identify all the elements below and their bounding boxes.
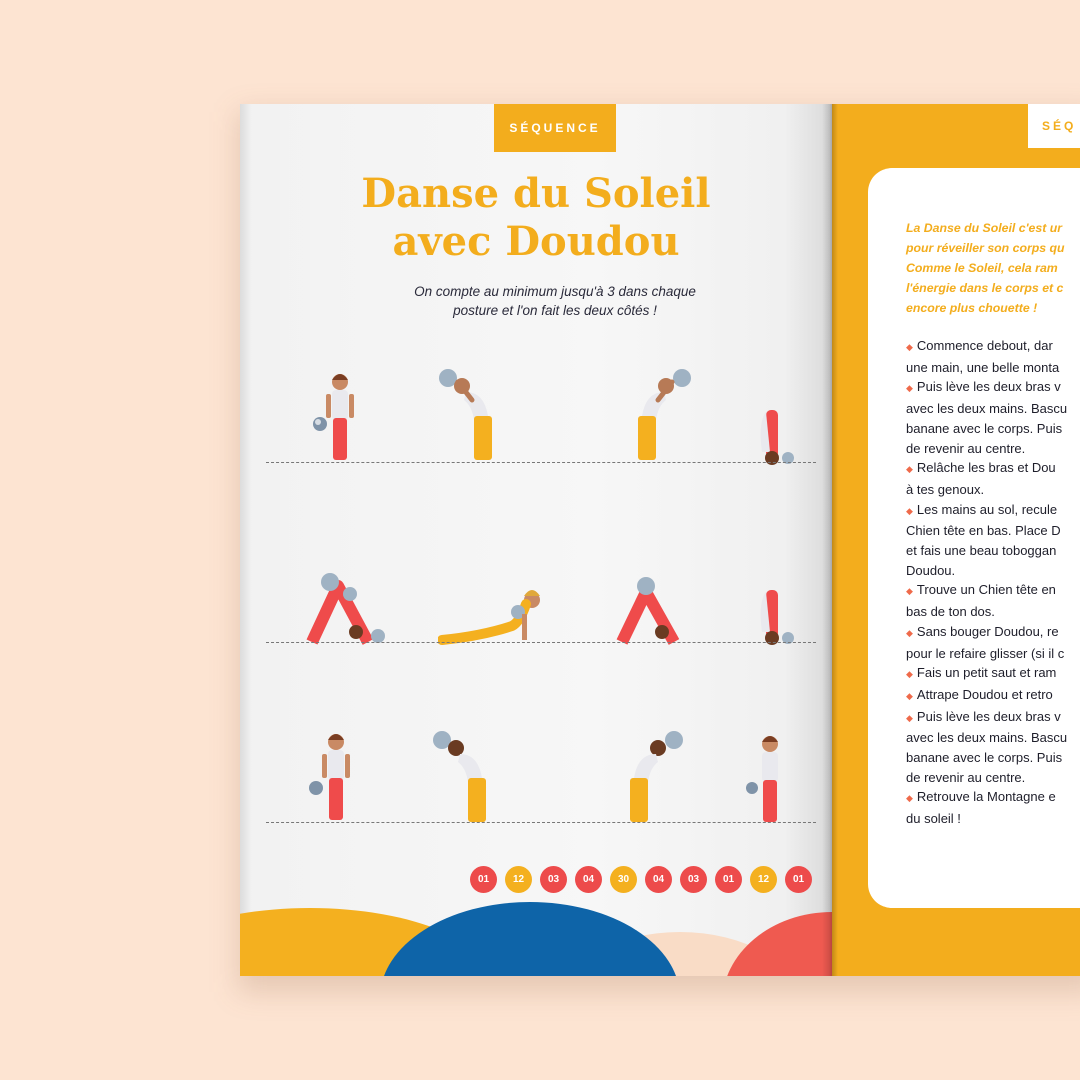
pose-side-bend-figure-3: [430, 724, 500, 828]
step-line: [906, 458, 1080, 480]
step-text: Puis lève les deux bras v: [916, 708, 1061, 724]
step-text: bas de ton dos.: [906, 604, 995, 620]
step-line: [906, 622, 1080, 644]
pose-mountain-figure-4: [740, 730, 800, 830]
diamond-bullet-icon: ◆: [906, 464, 913, 475]
step-line: [906, 602, 1080, 622]
diamond-bullet-icon: ◆: [906, 712, 913, 723]
floor-line-row-3: [266, 822, 816, 823]
step-text: de revenir au centre.: [906, 440, 1026, 456]
step-text: Doudou.: [906, 562, 956, 578]
step-text: et fais une beau toboggan: [906, 543, 1057, 559]
step-line: [906, 787, 1080, 809]
step-text: Chien tête en bas. Place D: [906, 523, 1061, 539]
counter-badge: 12: [505, 866, 532, 893]
step-text: banane avec le corps. Puis: [906, 750, 1063, 766]
step-line: [906, 809, 1080, 829]
decorative-hills: [240, 894, 832, 976]
subtitle-line-1: On compte au minimum jusqu'à 3 dans chaque: [414, 284, 696, 299]
step-text: du soleil !: [906, 811, 961, 827]
step-line: [906, 663, 1080, 685]
step-text: Fais un petit saut et ram: [916, 665, 1057, 681]
intro-line: encore plus chouette !: [906, 301, 1038, 315]
counter-badge: 01: [715, 866, 742, 893]
step-line: [906, 377, 1080, 399]
step-line: [906, 561, 1080, 581]
diamond-bullet-icon: ◆: [906, 586, 913, 597]
intro-line: Comme le Soleil, cela ram: [906, 261, 1058, 275]
counter-row: [470, 866, 812, 893]
left-page: [240, 104, 832, 976]
step-line: [906, 768, 1080, 788]
steps-list: [906, 336, 1080, 829]
pose-side-bend-figure: [436, 362, 506, 466]
diamond-bullet-icon: ◆: [906, 383, 913, 394]
step-text: Relâche les bras et Dou: [916, 460, 1056, 476]
page-crease: [822, 104, 838, 976]
pose-downward-dog-figure-2: [612, 574, 692, 646]
pose-mountain-figure: [306, 368, 366, 468]
diamond-bullet-icon: ◆: [906, 793, 913, 804]
page-title: [240, 170, 832, 266]
counter-badge: 01: [785, 866, 812, 893]
step-line: [906, 707, 1080, 729]
step-text: Les mains au sol, recule: [916, 501, 1058, 517]
floor-line-row-1: [266, 462, 816, 463]
step-line: [906, 748, 1080, 768]
step-text: Trouve un Chien tête en: [916, 582, 1056, 598]
section-tag: SÉQUENCE: [494, 104, 616, 152]
pose-forward-fold-figure: [752, 406, 802, 466]
step-text: avec les deux mains. Bascu: [906, 401, 1068, 417]
title-line-1: Danse du Soleil: [361, 170, 711, 217]
counter-badge: 30: [610, 866, 637, 893]
counter-badge: 12: [750, 866, 777, 893]
pose-downward-dog-figure: [302, 572, 392, 646]
step-line: [906, 439, 1080, 459]
step-line: [906, 580, 1080, 602]
step-line: [906, 480, 1080, 500]
step-line: [906, 358, 1080, 378]
step-line: [906, 685, 1080, 707]
diamond-bullet-icon: ◆: [906, 669, 913, 680]
step-text: banane avec le corps. Puis: [906, 420, 1063, 436]
title-line-2: avec Doudou: [392, 218, 680, 265]
step-line: [906, 521, 1080, 541]
step-text: avec les deux mains. Bascu: [906, 730, 1068, 746]
floor-line-row-2: [266, 642, 816, 643]
step-text: Puis lève les deux bras v: [916, 379, 1061, 395]
counter-badge: 04: [645, 866, 672, 893]
step-text: Attrape Doudou et retro: [916, 686, 1053, 702]
pose-forward-fold-figure-2: [752, 586, 802, 646]
intro-line: l'énergie dans le corps et c: [906, 281, 1064, 295]
counter-badge: 04: [575, 866, 602, 893]
pose-side-bend-figure-4: [616, 724, 686, 828]
step-line: [906, 419, 1080, 439]
diamond-bullet-icon: ◆: [906, 627, 913, 638]
step-line: [906, 644, 1080, 664]
diamond-bullet-icon: ◆: [906, 342, 913, 352]
counter-badge: 03: [540, 866, 567, 893]
step-text: Retrouve la Montagne e: [916, 789, 1056, 805]
pose-side-bend-figure-2: [624, 362, 694, 466]
step-line: [906, 541, 1080, 561]
step-text: Sans bouger Doudou, re: [916, 623, 1059, 639]
section-tag-right: SÉQ: [1028, 104, 1080, 148]
diamond-bullet-icon: ◆: [906, 690, 913, 701]
page-subtitle: [370, 282, 740, 320]
step-line: [906, 336, 1080, 358]
step-text: pour le refaire glisser (si il c: [906, 645, 1065, 661]
intro-line: pour réveiller son corps qu: [906, 241, 1065, 255]
counter-badge: 03: [680, 866, 707, 893]
step-text: de revenir au centre.: [906, 769, 1026, 785]
step-text: Commence debout, dar: [916, 338, 1053, 353]
step-text: à tes genoux.: [906, 481, 985, 497]
step-text: une main, une belle monta: [906, 359, 1060, 375]
pose-cobra-figure: [438, 582, 548, 646]
intro-text: [906, 218, 1080, 318]
step-line: [906, 728, 1080, 748]
diamond-bullet-icon: ◆: [906, 505, 913, 516]
step-line: [906, 399, 1080, 419]
step-line: [906, 500, 1080, 522]
pose-mountain-figure-3: [302, 728, 362, 828]
subtitle-line-2: posture et l'on fait les deux côtés !: [453, 303, 657, 318]
intro-line: La Danse du Soleil c'est ur: [906, 221, 1062, 235]
counter-badge: 01: [470, 866, 497, 893]
